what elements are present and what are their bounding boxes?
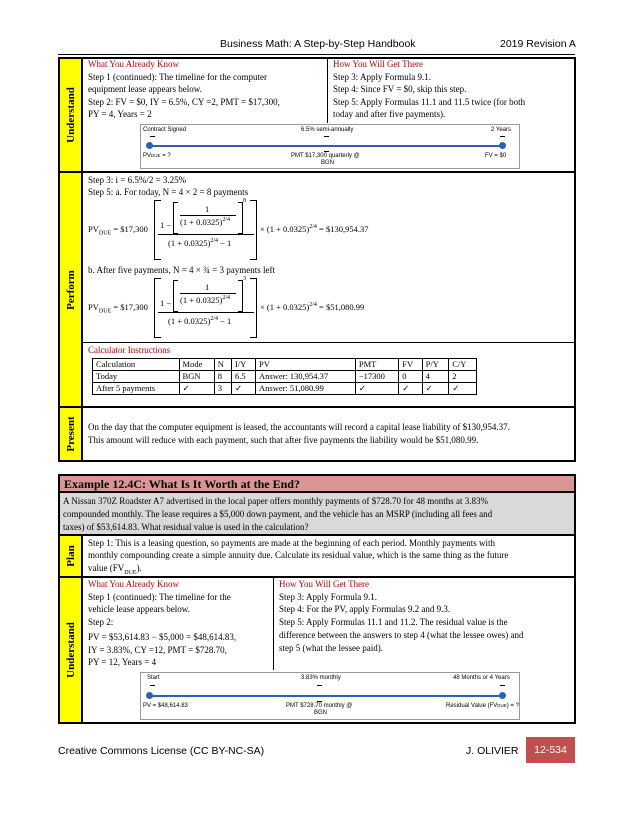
exponent-n: 8 (243, 198, 246, 204)
table-cell: ✓ (422, 383, 449, 395)
inner-numerator: 1 (205, 204, 210, 214)
timeline-label: PV = $48,614.83 (143, 703, 188, 709)
timeline-start-dot (146, 142, 153, 149)
timeline-label: PMT $17,300 quarterly @ (291, 153, 360, 159)
inner-numerator: 1 (205, 282, 210, 292)
left-bracket (154, 278, 161, 338)
timeline-label: FV = $0 (485, 153, 507, 159)
table-cell: ✓ (449, 383, 477, 395)
right-bracket (250, 278, 257, 338)
right-bracket (250, 200, 257, 260)
timeline-end-dot (499, 142, 506, 149)
perform-step5a: Step 5: a. For today, N = 4 × 2 = 8 payments (88, 187, 249, 197)
problem-statement (58, 491, 576, 536)
timeline-label: 3.83% monthly (301, 675, 341, 681)
known-line: Step 1 (continued): The timeline for the computer (88, 72, 268, 82)
known-line: Step 2: FV = $0, IY = 6.5%, CY =2, PMT = $17,300, (88, 97, 280, 107)
known-line: Step 2: (88, 617, 114, 627)
calc-divider (83, 342, 576, 343)
known-line: PY = 12, Years = 4 (88, 657, 157, 667)
example-title: Example 12.4C: What Is It Worth at the End? (64, 477, 300, 491)
table-cell: BGN (179, 371, 214, 383)
timeline-tick (150, 685, 155, 686)
perform-sidebar (58, 171, 83, 408)
table-cell: −17300 (355, 371, 398, 383)
timeline-label: 2 Years (491, 127, 512, 133)
table-header: P/Y (422, 359, 449, 371)
inner-bracket-right (238, 280, 243, 312)
page-number-badge: 12-534 (526, 737, 575, 763)
get-there-line: today and after five payments). (333, 109, 446, 119)
inner-bracket-right (238, 202, 243, 234)
timeline-start-dot (146, 692, 153, 699)
header-title: Business Math: A Step-by-Step Handbook (220, 38, 416, 50)
timeline-axis (149, 695, 505, 697)
table-cell: ✓ (231, 383, 255, 395)
table-cell: After 5 payments (93, 383, 180, 395)
understand-label-2: Understand (64, 622, 77, 678)
problem-line: A Nissan 370Z Roadster A7 advertised in the local paper offers monthly payments of $728.70 for 48 months at 3.83% (63, 496, 489, 506)
understand-divider-1 (327, 57, 328, 123)
timeline-end-dot (499, 692, 506, 699)
inner-frac-bar (180, 215, 236, 216)
timeline-label: PVDUE = ? (143, 153, 171, 159)
table-cell: Answer: 130,954.37 (256, 371, 356, 383)
timeline-label: Contract Signed (143, 127, 187, 133)
perform-step3: Step 3: i = 6.5%/2 = 3.25% (88, 175, 187, 185)
table-header: PV (256, 359, 356, 371)
table-cell: Today (93, 371, 180, 383)
get-there-line: Step 4: Since FV = $0, skip this step. (333, 84, 467, 94)
timeline-tick (500, 136, 505, 137)
get-there-line: Step 3: Apply Formula 9.1. (279, 592, 378, 602)
table-header: I/Y (231, 359, 255, 371)
timeline-tick (150, 136, 155, 137)
timeline-label: BGN (314, 710, 328, 716)
table-cell: 2 (449, 371, 477, 383)
known-line: PV = $53,614.83 − $5,000 = $48,614.83, (88, 632, 237, 642)
get-there-heading-2: How You Will Get There (279, 579, 370, 589)
table-cell: 3 (214, 383, 231, 395)
table-row (93, 383, 477, 395)
understand-divider-2 (273, 576, 274, 670)
exponent-n: 3 (243, 276, 246, 282)
footer-license: Creative Commons License (CC BY-NC-SA) (58, 745, 265, 757)
timeline-label: Start (147, 675, 160, 681)
table-cell: ✓ (355, 383, 398, 395)
table-cell: Answer: 51,080.99 (256, 383, 356, 395)
table-cell: 0 (399, 371, 422, 383)
table-cell: 8 (214, 371, 231, 383)
timeline-label: 6.5% semi-annually (301, 127, 354, 133)
table-header: FV (399, 359, 422, 371)
timeline-1 (140, 124, 520, 169)
get-there-line: Step 5: Apply Formulas 11.1 and 11.2. The residual value is the (279, 617, 508, 627)
main-frac-bar (158, 234, 254, 235)
calculator-table (92, 358, 477, 395)
timeline-label: 48 Months or 4 Years (453, 675, 510, 681)
main-frac-bar (158, 312, 254, 313)
inner-bracket-left (173, 280, 178, 312)
timeline-2 (140, 672, 520, 720)
timeline-label: Residual Value (FVDUE) = ? (446, 703, 519, 709)
footer-author: J. OLIVIER (466, 745, 519, 757)
timeline-axis (149, 145, 505, 147)
get-there-heading-1: How You Will Get There (333, 59, 424, 69)
timeline-tick (317, 685, 322, 686)
present-label: Present (64, 416, 77, 452)
get-there-line: step 5 (what the lessee paid). (279, 643, 383, 653)
known-line: PY = 4, Years = 2 (88, 109, 152, 119)
understand-label-1: Understand (64, 87, 77, 143)
table-header-row (93, 359, 477, 371)
problem-line: compounded monthly. The lease requires a $5,000 down payment, and the vehicle has an MSRP (including all fees and (63, 509, 493, 519)
timeline-label: BGN (321, 160, 335, 166)
timeline-tick (324, 151, 329, 152)
present-sidebar (58, 406, 83, 462)
problem-line: taxes) of $53,614.83. What residual value is used in the calculation? (63, 522, 309, 532)
known-heading-2: What You Already Know (88, 579, 179, 589)
understand-sidebar-2 (58, 576, 83, 724)
perform-label: Perform (64, 269, 77, 310)
table-cell: ✓ (179, 383, 214, 395)
table-header: Mode (179, 359, 214, 371)
table-row (93, 371, 477, 383)
known-line: Step 1 (continued): The timeline for the (88, 592, 231, 602)
perform-step5b: b. After five payments, N = 4 × ¾ = 3 payments left (88, 265, 275, 275)
table-cell: 6.5 (231, 371, 255, 383)
get-there-line: Step 5: Apply Formulas 11.1 and 11.5 twice (for both (333, 97, 526, 107)
plan-sidebar (58, 534, 83, 578)
inner-frac-bar (180, 293, 236, 294)
header-rule (58, 54, 575, 55)
known-heading-1: What You Already Know (88, 59, 179, 69)
known-line: IY = 3.83%, CY =12, PMT = $728.70, (88, 645, 227, 655)
plan-line: Step 1: This is a leasing question, so payments are made at the beginning of each period. Monthly payments with (88, 538, 496, 548)
present-line-2: This amount will reduce with each payment, such that after five payments the liability would be $51,080.99. (88, 435, 479, 445)
get-there-line: Step 3: Apply Formula 9.1. (333, 72, 432, 82)
table-cell: 4 (422, 371, 449, 383)
header-revision: 2019 Revision A (500, 38, 576, 50)
equation-today: $PV_{DUE}$ = $17,300 1 − 1 $(1 + 0.0325)^{2/4}$ 8 $(1 + 0.0325)^{2/4} - 1$ × $(1 + 0.0325)^{2/4}$ = $130,954.37 (88, 198, 488, 262)
table-header: N (214, 359, 231, 371)
timeline-tick (324, 136, 329, 137)
timeline-tick (317, 701, 322, 702)
table-cell: ✓ (399, 383, 422, 395)
equation-after-five: $PV_{DUE}$ = $17,300 1 − 1 $(1 + 0.0325)^{2/4}$ 3 $(1 + 0.0325)^{2/4} - 1$ × $(1 + 0.0325)^{2/4}$ = $51,080.99 (88, 276, 488, 340)
timeline-label: PMT $728.70 monthly @ (286, 703, 353, 709)
timeline-tick (500, 685, 505, 686)
known-line: vehicle lease appears below. (88, 604, 190, 614)
known-line: equipment lease appears below. (88, 84, 202, 94)
calc-heading: Calculator Instructions (88, 345, 171, 355)
understand-sidebar-1 (58, 57, 83, 173)
table-header: C/Y (449, 359, 477, 371)
inner-bracket-left (173, 202, 178, 234)
table-header: Calculation (93, 359, 180, 371)
plan-line: monthly compounding create a simple annuity due. Calculate its residual value, which is the same thing as the future (88, 550, 509, 560)
get-there-line: Step 4: For the PV, apply Formulas 9.2 and 9.3. (279, 604, 451, 614)
present-line-1: On the day that the computer equipment is leased, the accountants will record a capital lease liability of $130,954.37. (88, 422, 510, 432)
get-there-line: difference between the answers to step 4 (what the lessee owes) and (279, 630, 524, 640)
table-header: PMT (355, 359, 398, 371)
plan-line: value $(FV_{DUE})$. (88, 563, 142, 576)
left-bracket (154, 200, 161, 260)
plan-label: Plan (64, 545, 77, 567)
